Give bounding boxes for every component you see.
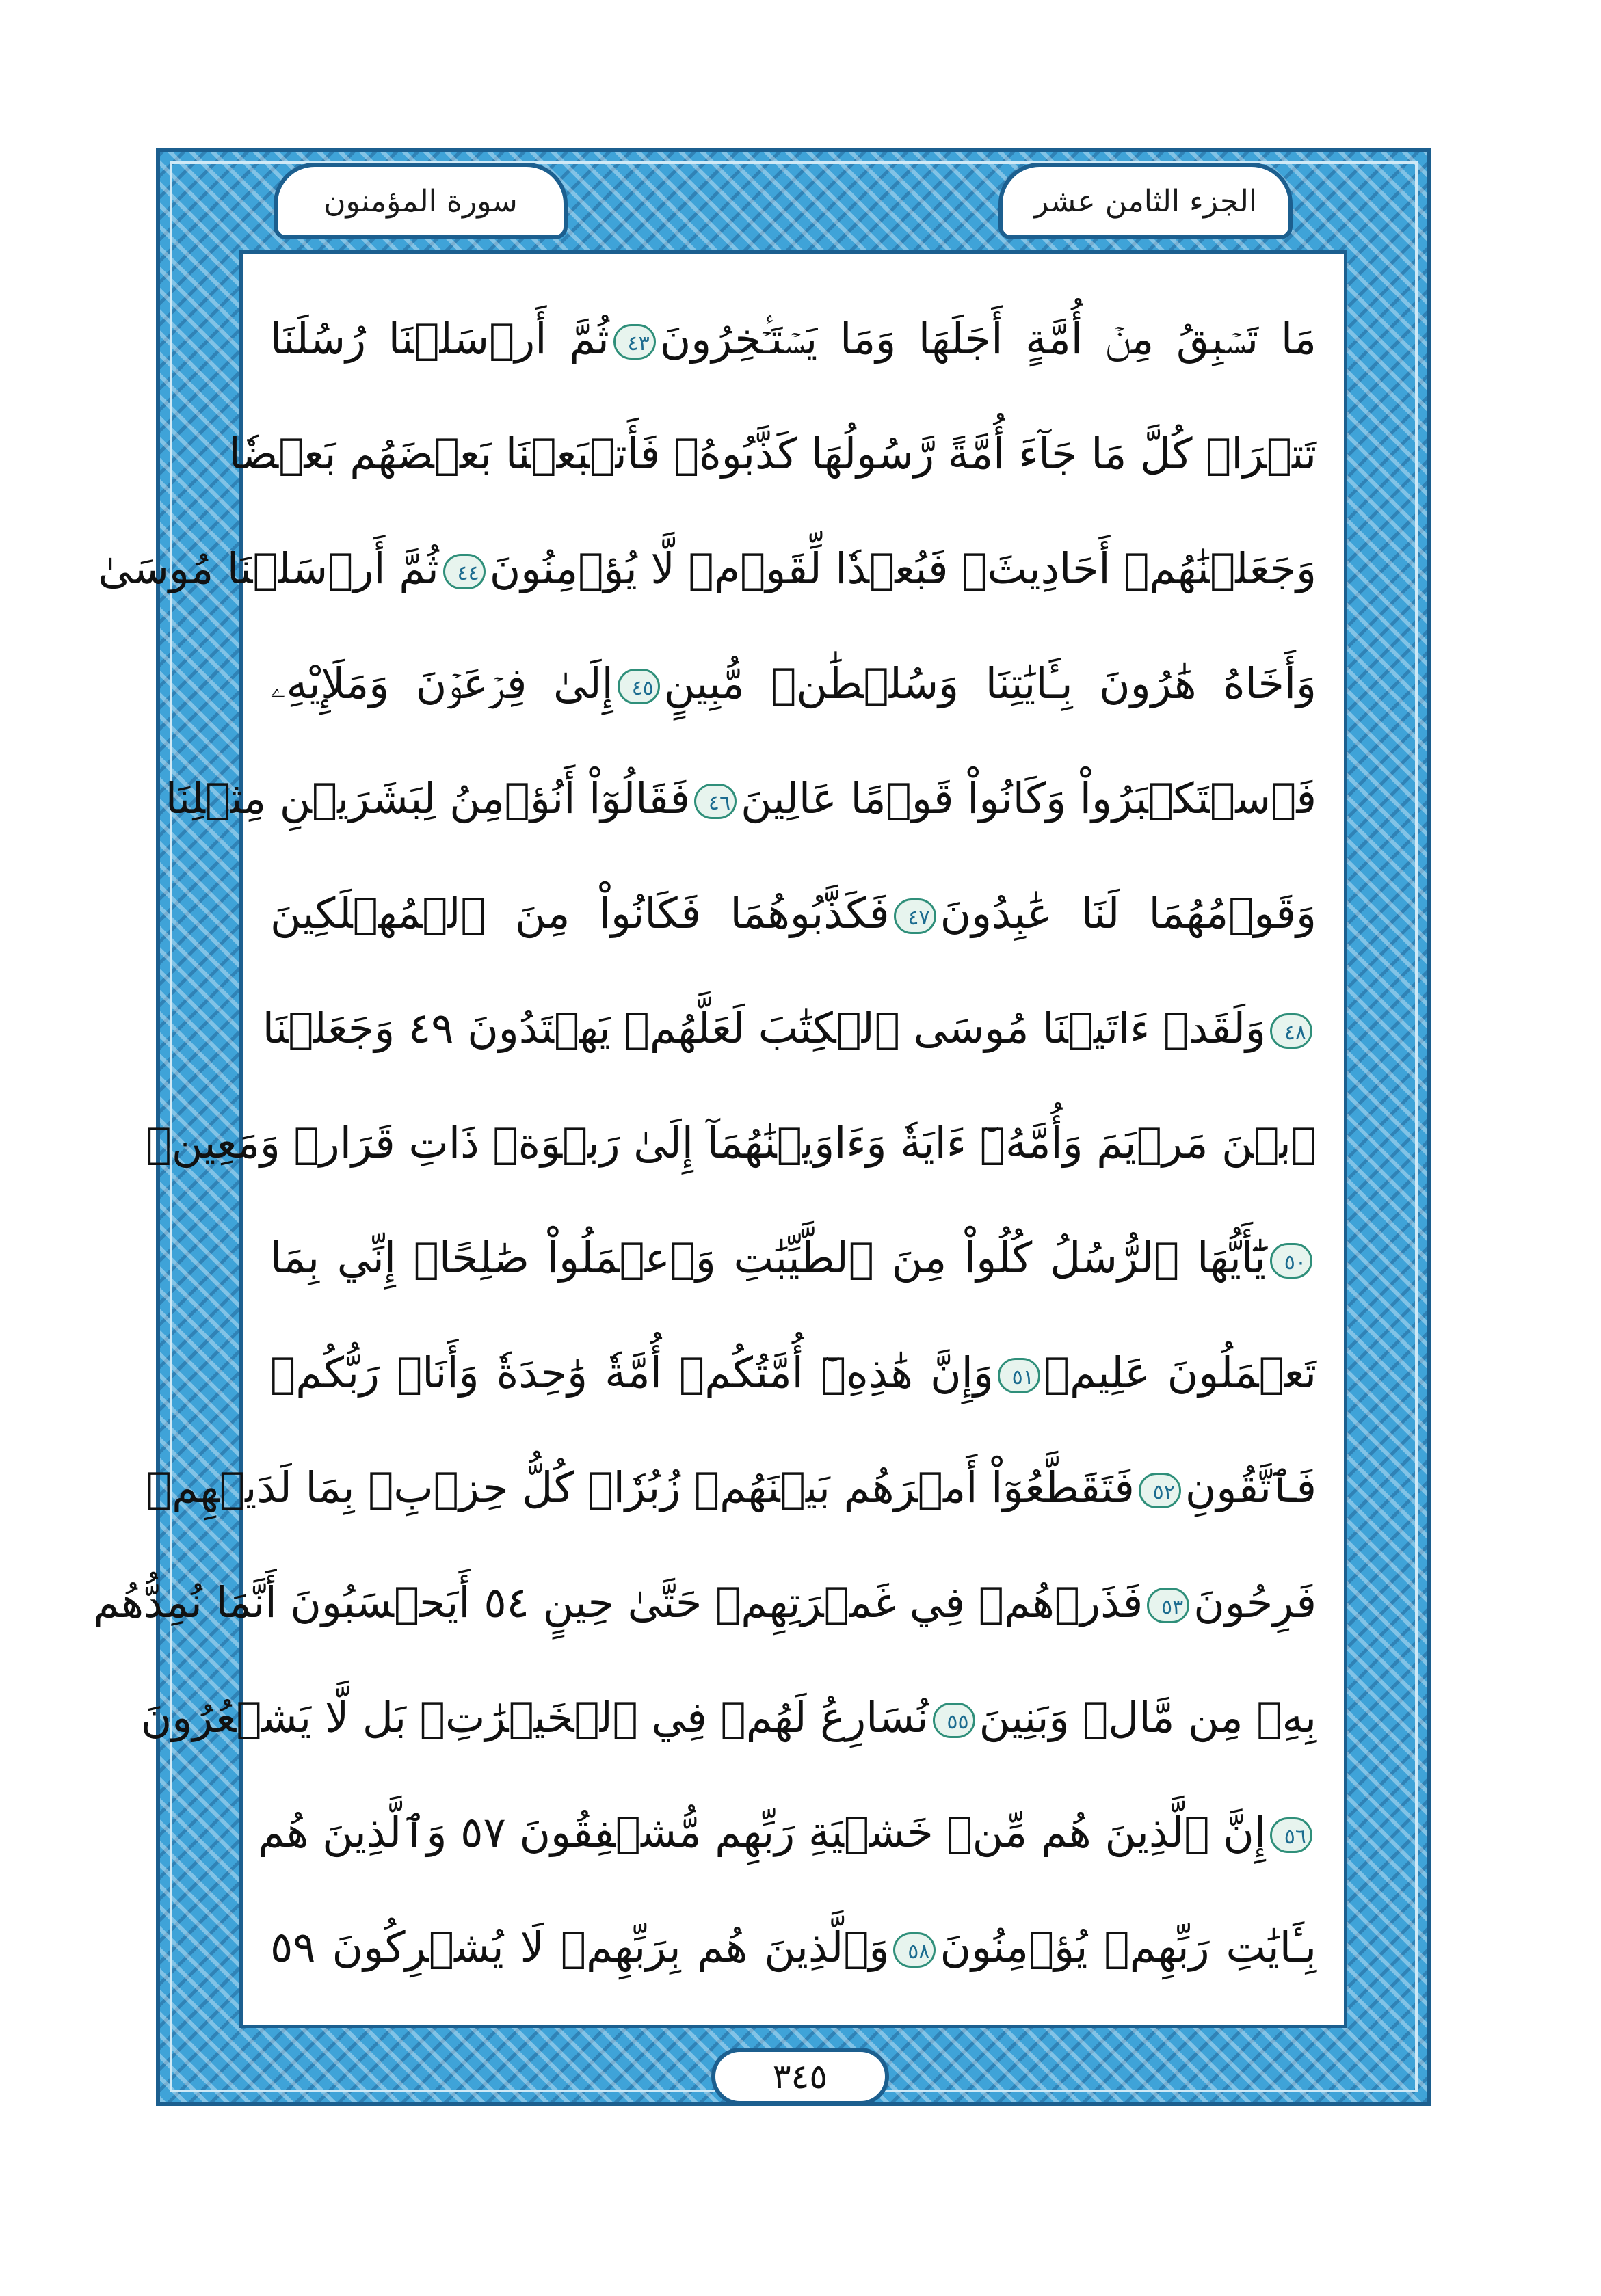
ayah-number-marker: ٤٦ — [694, 784, 737, 819]
ayah-number-marker: ٥١ — [998, 1358, 1040, 1393]
ayah-number-marker: ٥٣ — [1147, 1588, 1189, 1623]
verse-text: إِلَىٰ فِرۡعَوۡنَ وَمَلَإِيْهِۦ — [270, 658, 613, 708]
verse-text: فَٱتَّقُونِ — [1185, 1463, 1316, 1512]
text-line — [270, 862, 1316, 965]
ayah-number-marker: ٤٣ — [613, 324, 656, 360]
text-line — [93, 1551, 1316, 1654]
verse-text: فَذَرۡهُمۡ فِي غَمۡرَتِهِمۡ حَتَّىٰ حِينٍ ٥٤ أَيَحۡسَبُونَ أَنَّمَا نُمِدُّهُم — [93, 1577, 1143, 1627]
text-line — [270, 632, 1316, 735]
verse-text: إِنَّ ٱلَّذِينَ هُم مِّنۡ خَشۡيَةِ رَبِّهِم مُّشۡفِقُونَ ٥٧ وَٱلَّذِينَ هُم — [258, 1807, 1266, 1857]
verse-text: مَا تَسۡبِقُ مِنۡ أُمَّةٍ أَجَلَهَا وَمَا يَسۡتَـٔۡخِرُونَ — [659, 314, 1316, 364]
text-line — [228, 403, 1316, 505]
text-line — [98, 518, 1316, 620]
verse-text: تَتۡرَاۖ كُلَّ مَا جَآءَ أُمَّةً رَّسُولُهَا كَذَّبُوهُۖ فَأَتۡبَعۡنَا بَعۡضَهُم بَعۡضٗا — [228, 429, 1316, 479]
ayah-number-marker: ٥٨ — [893, 1932, 936, 1968]
text-line — [258, 1781, 1316, 1884]
text-panel — [93, 250, 1347, 2028]
ayah-number-marker: ٤٤ — [443, 554, 486, 589]
text-line — [270, 288, 1316, 390]
text-line — [146, 1437, 1316, 1539]
verse-text: فَقَالُوٓاْ أَنُؤۡمِنُ لِبَشَرَيۡنِ مِثۡلِنَا — [165, 773, 691, 823]
ayah-number-marker: ٥٦ — [1270, 1817, 1312, 1853]
ayah-number-marker: ٤٨ — [1270, 1013, 1312, 1049]
verse-text: وَأَخَاهُ هَٰرُونَ بِـَٔايَٰتِنَا وَسُلۡطَٰنٖ مُّبِينٍ — [663, 658, 1316, 708]
ayah-number-marker: ٤٥ — [618, 669, 660, 704]
verse-text: ثُمَّ أَرۡسَلۡنَا رُسُلَنَا — [270, 314, 609, 364]
verse-text: ثُمَّ أَرۡسَلۡنَا مُوسَىٰ — [98, 544, 439, 593]
verse-text: يَٰٓأَيُّهَا ٱلرُّسُلُ كُلُواْ مِنَ ٱلطَّيِّبَٰتِ وَٱعۡمَلُواْ صَٰلِحًاۖ إِنِّي بِمَا — [270, 1233, 1266, 1283]
verse-text: فَتَقَطَّعُوٓاْ أَمۡرَهُم بَيۡنَهُمۡ زُبُرٗاۖ كُلُّ حِزۡبِۭ بِمَا لَدَيۡهِمۡ — [146, 1463, 1135, 1512]
juz-cartouche — [998, 163, 1293, 239]
verse-text: ٱبۡنَ مَرۡيَمَ وَأُمَّهُۥٓ ءَايَةٗ وَءَاوَيۡنَٰهُمَآ إِلَىٰ رَبۡوَةٖ ذَاتِ قَرَارٖ وَمَعِينٖ — [146, 1118, 1316, 1168]
ayah-number-marker: ٥٠ — [1270, 1243, 1312, 1279]
verse-text: وَقَوۡمُهُمَا لَنَا عَٰبِدُونَ — [940, 888, 1316, 938]
ayah-number-marker: ٥٢ — [1139, 1473, 1181, 1508]
text-line — [140, 1666, 1316, 1769]
verse-text: بِهِۦ مِن مَّالٖ وَبَنِينَ — [979, 1692, 1316, 1742]
verse-text: وَجَعَلۡنَٰهُمۡ أَحَادِيثَۚ فَبُعۡدٗا لِّقَوۡمٖ لَّا يُؤۡمِنُونَ — [489, 544, 1316, 593]
ayah-number-marker: ٥٥ — [933, 1703, 975, 1738]
verse-text: فَكَذَّبُوهُمَا فَكَانُواْ مِنَ ٱلۡمُهۡلَكِينَ — [270, 888, 890, 938]
verse-text: وَإِنَّ هَٰذِهِۦٓ أُمَّتُكُمۡ أُمَّةٗ وَٰحِدَةٗ وَأَنَا۠ رَبُّكُمۡ — [270, 1348, 994, 1398]
surah-cartouche — [274, 163, 568, 239]
verse-text: وَٱلَّذِينَ هُم بِرَبِّهِمۡ لَا يُشۡرِكُونَ ٥٩ — [270, 1922, 890, 1972]
surah-label: سورة المؤمنون — [323, 183, 518, 219]
ayah-number-marker: ٤٧ — [894, 898, 936, 934]
text-line — [165, 747, 1316, 850]
juz-label: الجزء الثامن عشر — [1033, 183, 1258, 219]
verse-text: وَلَقَدۡ ءَاتَيۡنَا مُوسَى ٱلۡكِتَٰبَ لَعَلَّهُمۡ يَهۡتَدُونَ ٤٩ وَجَعَلۡنَا — [262, 1003, 1266, 1053]
verse-text: بِـَٔايَٰتِ رَبِّهِمۡ يُؤۡمِنُونَ — [940, 1922, 1317, 1972]
text-line — [270, 1322, 1316, 1424]
verse-text: فَرِحُونَ — [1193, 1577, 1316, 1627]
text-line — [270, 1207, 1316, 1309]
page-number: ٣٤٥ — [711, 2048, 889, 2105]
text-line — [146, 1092, 1316, 1194]
text-line — [262, 977, 1316, 1080]
verse-text: فَٱسۡتَكۡبَرُواْ وَكَانُواْ قَوۡمًا عَالِينَ — [741, 773, 1316, 823]
verse-text: تَعۡمَلُونَ عَلِيمٞ — [1044, 1348, 1316, 1398]
text-line — [270, 1896, 1316, 1999]
verse-text: نُسَارِعُ لَهُمۡ فِي ٱلۡخَيۡرَٰتِۚ بَل لَّا يَشۡعُرُونَ — [140, 1692, 929, 1742]
